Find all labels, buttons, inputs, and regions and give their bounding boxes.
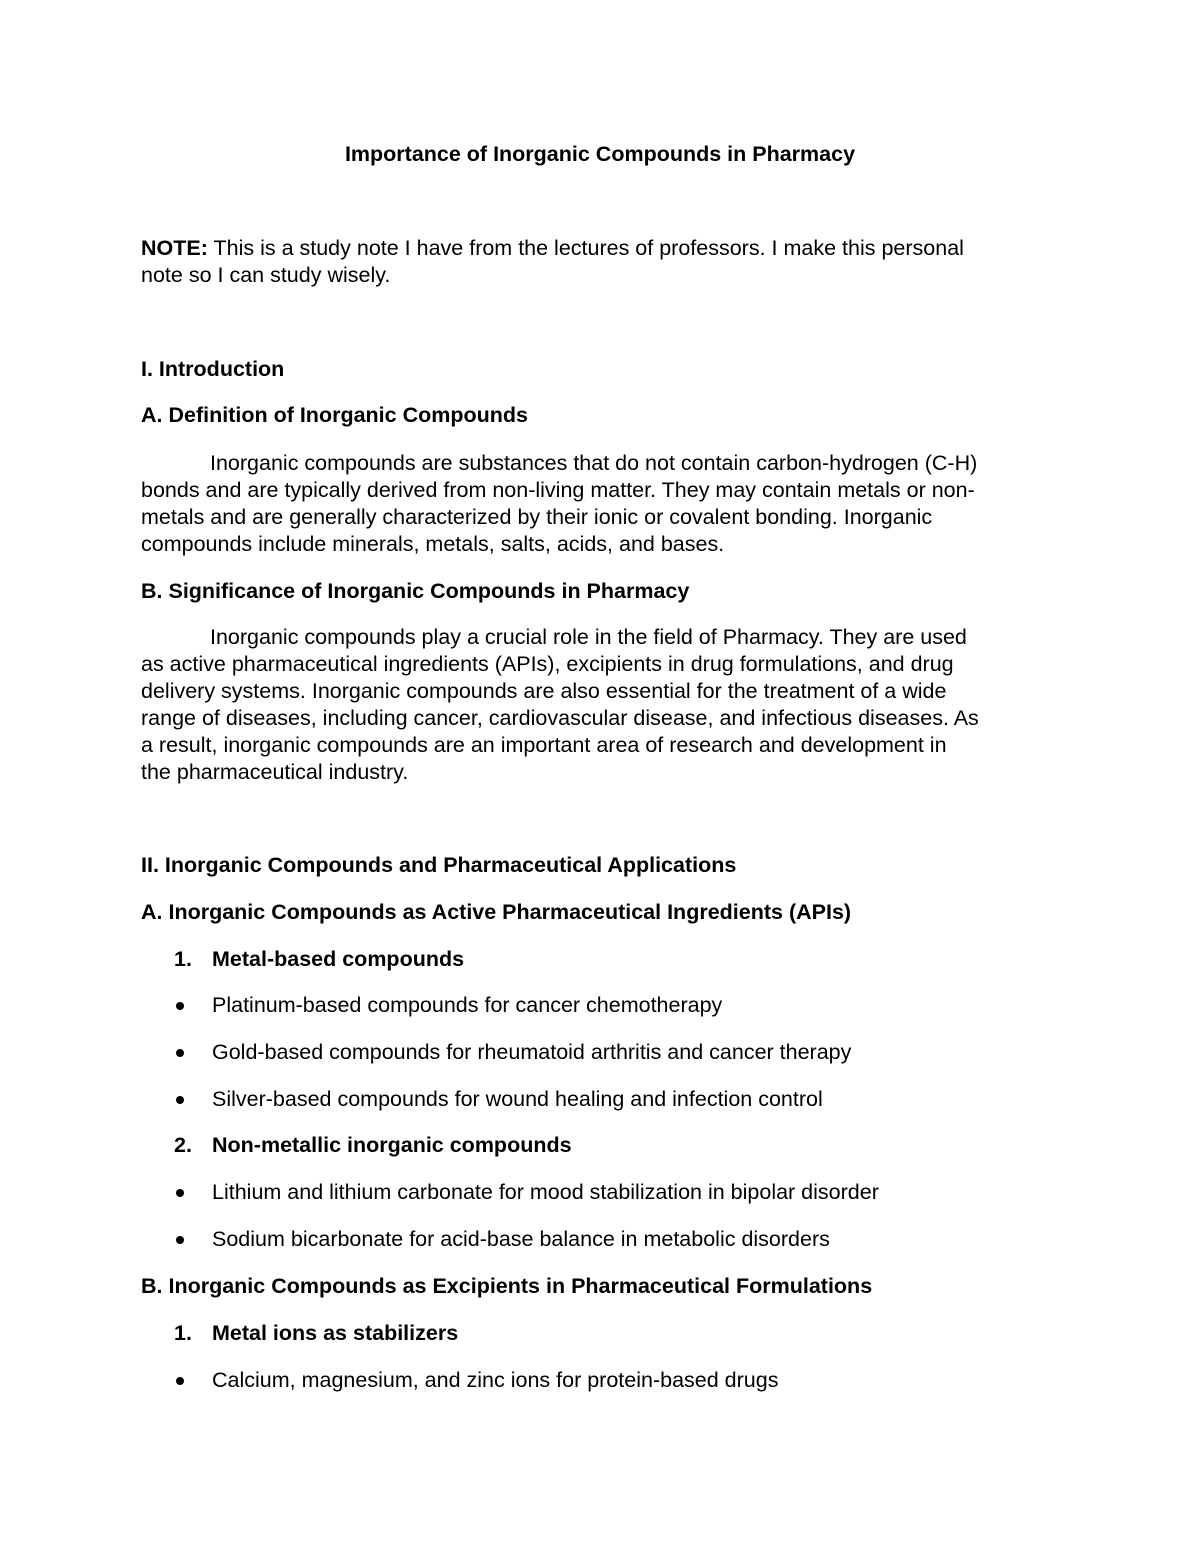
document-title: Importance of Inorganic Compounds in Pharmacy	[344, 142, 856, 166]
paragraph-line: Inorganic compounds are substances that do not contain carbon-hydrogen (C-H)	[210, 451, 978, 475]
bullet-icon	[176, 1096, 184, 1104]
subsection-heading: B. Inorganic Compounds as Excipients in Pharmaceutical Formulations	[141, 1274, 873, 1298]
note-text-2: note so I can study wisely.	[141, 263, 391, 287]
paragraph-line: bonds and are typically derived from non-living matter. They may contain metals or non-	[141, 478, 975, 502]
list-item-heading: Metal-based compounds	[212, 947, 465, 971]
list-number: 1.	[174, 1321, 192, 1345]
list-item: Gold-based compounds for rheumatoid arthritis and cancer therapy	[212, 1040, 852, 1064]
note-line-1	[141, 235, 1061, 262]
list-item-heading: Metal ions as stabilizers	[212, 1321, 459, 1345]
bullet-icon	[176, 1189, 184, 1197]
list-item: Lithium and lithium carbonate for mood stabilization in bipolar disorder	[212, 1180, 879, 1204]
paragraph-line: as active pharmaceutical ingredients (APIs), excipients in drug formulations, and drug	[141, 652, 954, 676]
bullet-icon	[176, 1236, 184, 1244]
list-item: Platinum-based compounds for cancer chemotherapy	[212, 993, 723, 1017]
paragraph-line: compounds include minerals, metals, salts, acids, and bases.	[141, 532, 725, 556]
paragraph-line: metals and are generally characterized by their ionic or covalent bonding. Inorganic	[141, 505, 933, 529]
note-text-1: This is a study note I have from the lectures of professors. I make this personal	[207, 236, 964, 260]
list-item: Silver-based compounds for wound healing and infection control	[212, 1087, 823, 1111]
paragraph-line: the pharmaceutical industry.	[141, 760, 409, 784]
subsection-heading: A. Inorganic Compounds as Active Pharmaceutical Ingredients (APIs)	[141, 900, 852, 924]
note-paragraph	[141, 235, 1061, 289]
significance-paragraph	[141, 624, 1061, 786]
paragraph-line: range of diseases, including cancer, cardiovascular disease, and infectious diseases. As	[141, 706, 979, 730]
bullet-icon	[176, 1049, 184, 1057]
paragraph-line: Inorganic compounds play a crucial role in the field of Pharmacy. They are used	[210, 625, 967, 649]
note-label: NOTE:	[141, 236, 208, 260]
section-heading: I. Introduction	[141, 357, 285, 381]
subsection-heading: A. Definition of Inorganic Compounds	[141, 403, 528, 427]
list-item: Sodium bicarbonate for acid-base balance in metabolic disorders	[212, 1227, 830, 1251]
definition-paragraph	[141, 450, 1061, 558]
list-number: 1.	[174, 947, 192, 971]
list-number: 2.	[174, 1133, 192, 1157]
list-item-heading: Non-metallic inorganic compounds	[212, 1133, 572, 1157]
list-item: Calcium, magnesium, and zinc ions for protein-based drugs	[212, 1368, 779, 1392]
paragraph-line: a result, inorganic compounds are an important area of research and development in	[141, 733, 947, 757]
subsection-heading: B. Significance of Inorganic Compounds in Pharmacy	[141, 579, 690, 603]
bullet-icon	[176, 1377, 184, 1385]
paragraph-line: delivery systems. Inorganic compounds are also essential for the treatment of a wide	[141, 679, 947, 703]
section-heading: II. Inorganic Compounds and Pharmaceutical Applications	[141, 853, 737, 877]
bullet-icon	[176, 1002, 184, 1010]
